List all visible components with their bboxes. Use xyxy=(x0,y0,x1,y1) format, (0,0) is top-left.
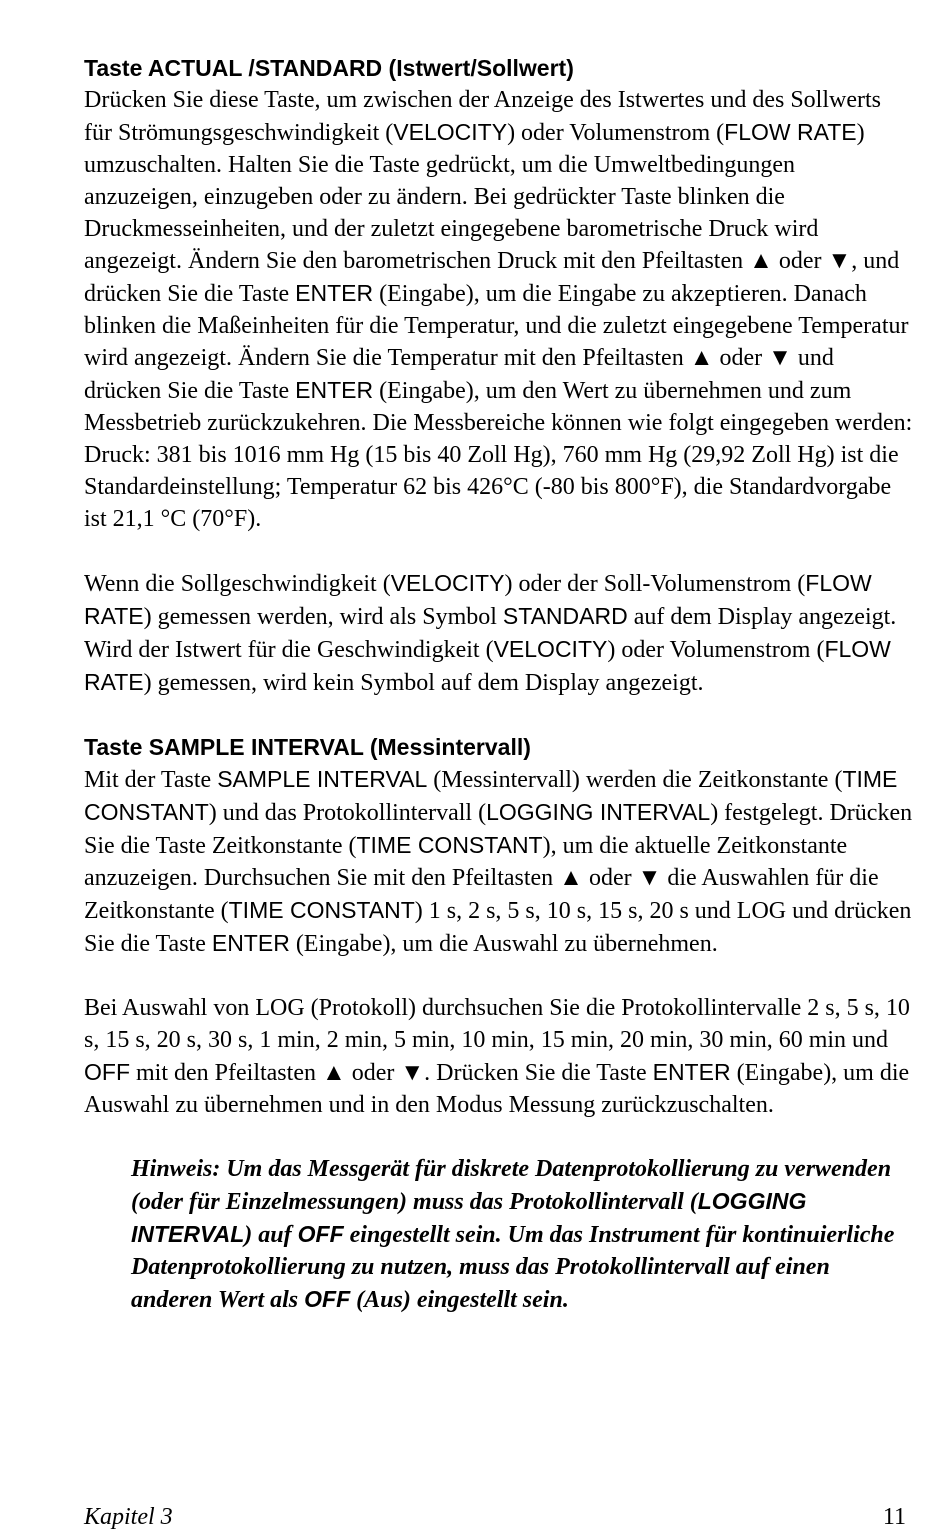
page-content xyxy=(84,52,914,1316)
display-symbol-standard: STANDARD xyxy=(502,603,628,629)
key-label-velocity: VELOCITY xyxy=(393,119,508,145)
footer-page-number: 11 xyxy=(882,1504,906,1530)
key-label-time-constant: TIME CONSTANT xyxy=(228,897,415,923)
key-label-enter: ENTER xyxy=(295,280,374,306)
key-label-velocity: VELOCITY xyxy=(390,570,505,596)
key-label-enter: ENTER xyxy=(211,930,290,956)
paragraph-standard-symbol: Wenn die Sollgeschwindigkeit (VELOCITY) oder der Soll-Volumenstrom (FLOW RATE) gemessen werden, wird als Symbol STANDARD auf dem Display angezeigt. Wird der Istwert für die Geschwindigkeit (VELOCITY) oder Volumenstrom (FLOW RATE) gemessen, wird kein Symbol auf dem Display angezeigt. xyxy=(84,570,897,696)
key-label-velocity: VELOCITY xyxy=(493,636,608,662)
paragraph-log-intervals: Bei Auswahl von LOG (Protokoll) durchsuchen Sie die Protokollintervalle 2 s, 5 s, 10 s, 15 s, 20 s, 30 s, 1 min, 2 min, 5 min, 10 min, 15 min, 20 min, 30 min, 60 min und OFF mit den Pfeiltasten ▲ oder ▼. Drücken Sie die Taste ENTER (Eingabe), um die Auswahl zu übernehmen und in den Modus Messung zurückzuschalten. xyxy=(84,995,910,1118)
key-label-flow-rate: FLOW RATE xyxy=(84,570,872,629)
footer-chapter: Kapitel 3 xyxy=(84,1504,173,1530)
key-label-off: OFF xyxy=(84,1059,130,1085)
key-label-sample-interval: SAMPLE INTERVAL xyxy=(217,766,428,792)
paragraph-actual-standard-description: Drücken Sie diese Taste, um zwischen der Anzeige des Istwertes und des Sollwerts für Strömungsgeschwindigkeit (VELOCITY) oder Volumenstrom (FLOW RATE) umzuschalten. Halten Sie die Taste gedrückt, um die Umweltbedingungen anzuzeigen, einzugeben oder zu ändern. Bei gedrückter Taste blinken die Druckmesseinheiten, und der zuletzt eingegebene barometrische Druck wird angezeigt. Ändern Sie den barometrischen Druck mit den Pfeiltasten ▲ oder ▼, und drücken Sie die Taste ENTER (Eingabe), um die Eingabe zu akzeptieren. Danach blinken die Maßeinheiten für die Temperatur, und die zuletzt eingegebene Temperatur wird angezeigt. Ändern Sie die Temperatur mit den Pfeiltasten ▲ oder ▼ und drücken Sie die Taste ENTER (Eingabe), um den Wert zu übernehmen und zum Messbetrieb zurückzukehren. Die Messbereiche können wie folgt eingegeben werden: Druck: 381 bis 1016 mm Hg (15 bis 40 Zoll Hg), 760 mm Hg (29,92 Zoll Hg) ist die Standardeinstellung; Temperatur 62 bis 426°C (-80 bis 800°F), die Standardvorgabe ist 21,1 °C (70°F). xyxy=(84,87,913,532)
key-label-logging-interval: LOGGING INTERVAL xyxy=(486,799,711,825)
section-heading-actual-standard: Taste ACTUAL /STANDARD (Istwert/Sollwert) xyxy=(84,55,574,81)
key-label-flow-rate: FLOW RATE xyxy=(84,636,891,695)
key-label-time-constant: TIME CONSTANT xyxy=(84,766,898,825)
key-label-enter: ENTER xyxy=(652,1059,731,1085)
section-heading-sample-interval: Taste SAMPLE INTERVAL (Messintervall) xyxy=(84,734,531,760)
paragraph-sample-interval-description: Mit der Taste SAMPLE INTERVAL (Messintervall) werden die Zeitkonstante (TIME CONSTANT) und das Protokollintervall (LOGGING INTERVAL) festgelegt. Drücken Sie die Taste Zeitkonstante (TIME CONSTANT), um die aktuelle Zeitkonstante anzuzeigen. Durchsuchen Sie mit den Pfeiltasten ▲ oder ▼ die Auswahlen für die Zeitkonstante (TIME CONSTANT) 1 s, 2 s, 5 s, 10 s, 15 s, 20 s und LOG und drücken Sie die Taste ENTER (Eingabe), um die Auswahl zu übernehmen. xyxy=(84,766,913,957)
key-label-enter: ENTER xyxy=(295,377,374,403)
key-label-off: OFF xyxy=(297,1221,344,1247)
note-logging-interval: Hinweis: Um das Messgerät für diskrete Datenprotokollierung zu verwenden (oder für Einzelmessungen) muss das Protokollintervall (LOGGING INTERVAL) auf OFF eingestellt sein. Um das Instrument für kontinuierliche Datenprotokollierung zu nutzen, muss das Protokollintervall auf einen anderen Wert als OFF (Aus) eingestellt sein. xyxy=(131,1156,895,1313)
key-label-time-constant: TIME CONSTANT xyxy=(356,832,543,858)
key-label-flow-rate: FLOW RATE xyxy=(724,119,857,145)
key-label-logging-interval: LOGGING INTERVAL xyxy=(131,1188,807,1247)
key-label-off: OFF xyxy=(304,1286,351,1312)
